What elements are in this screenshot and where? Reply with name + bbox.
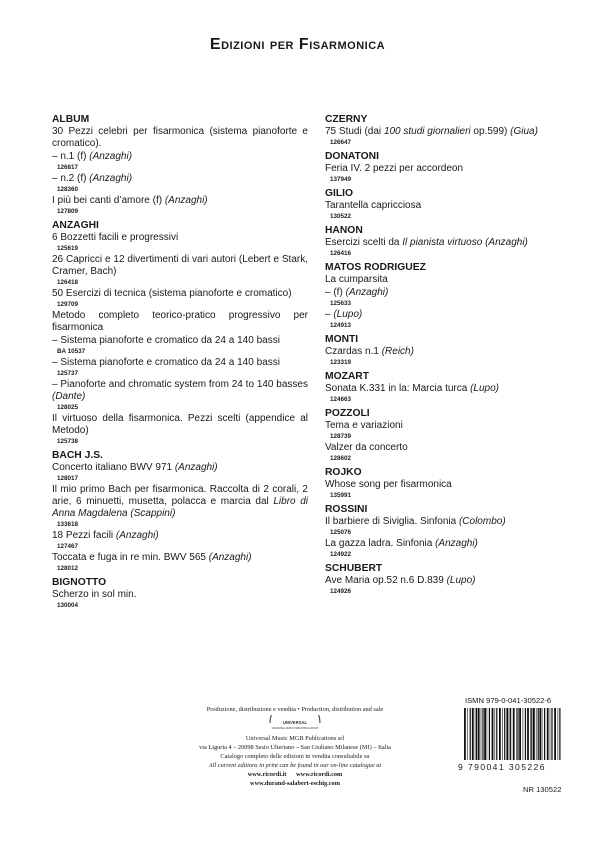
catalog-code: 126416 [330,250,352,257]
entry-title: Il virtuoso della fisarmonica. Pezzi scelti (appendice al Metodo) [52,413,308,436]
catalog-entry [52,151,308,172]
link-ricordi-com[interactable]: www.ricordi.com [296,771,343,778]
entry-title: – Sistema pianoforte e cromatico da 24 a 140 bassi [52,335,280,346]
catalog-code: 126647 [330,139,352,146]
catalog-code: 124922 [330,551,352,558]
catalog-entry [52,126,308,150]
entry-title: Il barbiere di Siviglia. Sinfonia (Colombo) [325,516,506,527]
page-title: Edizioni per Fisarmonica [209,36,386,53]
catalog-code: 125633 [330,300,352,307]
catalog-entry [52,589,308,610]
catalog-code: 123319 [330,359,352,366]
catalog-code: 128012 [57,565,79,572]
entry-title: La cumparsita [325,274,388,285]
catalog-code: 128017 [57,475,79,482]
catalog-entry [52,195,308,216]
catalog-entry [52,357,308,378]
composer-section [325,333,543,367]
catalog-code: 135991 [330,492,352,499]
catalog-number: NR 130522 [523,785,562,794]
catalog-entry [325,538,543,559]
catalog-entry [52,462,308,483]
catalog-code: 128025 [57,404,79,411]
catalog-entry [325,420,543,441]
publisher-address: via Liguria 4 – 20098 Sesto Ulteriano – San Giuliano Milanese (MI) – Italia [199,744,391,751]
catalogue-note-en: All current editions in print can be found in our on-line catalogue at [208,762,382,769]
composer-section [325,503,543,559]
publisher-footer [150,705,440,788]
catalog-left-column [52,110,308,613]
catalog-code: 127809 [57,208,79,215]
catalog-code: 126418 [57,279,79,286]
catalog-right-column [325,110,543,599]
entry-title: I più bei canti d’amore (f) (Anzaghi) [52,195,208,206]
catalog-entry [325,383,543,404]
composer-section [52,576,308,610]
catalog-entry [325,575,543,596]
ismn-number: ISMN 979-0-041-30522-6 [465,696,552,705]
composer-section [325,562,543,596]
catalog-code: 129709 [57,301,79,308]
publisher-name: Universal Music MGB Publications srl [245,735,345,742]
catalogue-note-it: Catalogo completo delle edizioni in vendita consultabile su [220,753,370,760]
entry-title: – Pianoforte and chromatic system from 24 to 140 basses (Dante) [52,379,308,402]
composer-section [325,370,543,404]
entry-title: Valzer da concerto [325,442,408,453]
entry-title: – (f) (Anzaghi) [325,287,389,298]
catalog-code: 125076 [330,529,352,536]
composer-section [325,261,543,330]
composer-heading: BACH J.S. [52,450,103,461]
catalog-entry [325,442,543,463]
composer-heading: SCHUBERT [325,563,383,574]
entry-title: – n.1 (f) (Anzaghi) [52,151,133,162]
composer-section [325,150,543,184]
composer-heading: ALBUM [52,114,90,125]
logo-wordmark: UNIVERSAL [282,720,308,725]
catalog-entry [325,516,543,537]
catalog-entry [325,346,543,367]
entry-title: – n.2 (f) (Anzaghi) [52,173,133,184]
entry-title: Metodo completo teorico-pratico progressivo per fisarmonica [52,310,308,333]
entry-title: 50 Esercizi di tecnica (sistema pianoforte e cromatico) [52,288,292,299]
entry-title: 18 Pezzi facili (Anzaghi) [52,530,159,541]
catalog-code: 130522 [330,213,352,220]
composer-section [325,113,543,147]
catalog-entry [325,479,543,500]
catalog-entry [325,237,543,258]
logo-subtitle: UNIVERSAL MUSIC PUBLISHING GROUP [271,727,319,730]
catalog-entry [52,232,308,253]
entry-title: 6 Bozzetti facili e progressivi [52,232,179,243]
catalog-entry [325,309,543,330]
composer-section [52,449,308,573]
entry-title: Whose song per fisarmonica [325,479,452,490]
composer-section [325,466,543,500]
catalog-code: 125619 [57,245,79,252]
catalog-code: 128602 [330,455,352,462]
catalog-entry [325,274,543,286]
composer-heading: MOZART [325,371,370,382]
composer-heading: BIGNOTTO [52,577,107,588]
entry-title: Feria IV. 2 pezzi per accordeon [325,163,464,174]
catalog-entry [52,335,308,356]
entry-title: Il mio primo Bach per fisarmonica. Raccolta di 2 corali, 2 arie, 6 minuetti, musetta, polacca e marcia dal Libro di Anna Magdalena (Scappini) [52,484,308,519]
catalog-entry [325,163,543,184]
catalog-code: BA 10537 [57,348,86,355]
entry-title: Scherzo in sol min. [52,589,137,600]
catalog-code: 124663 [330,396,352,403]
production-line: Produzione, distribuzione e vendita • Production, distribution and sale [206,706,384,713]
composer-heading: ROJKO [325,467,362,478]
composer-section [325,224,543,258]
entry-title: 30 Pezzi celebri per fisarmonica (sistema pianoforte e cromatico). [52,126,308,149]
composer-heading: CZERNY [325,114,368,125]
composer-heading: POZZOLI [325,408,370,419]
entry-title: Toccata e fuga in re min. BWV 565 (Anzaghi) [52,552,252,563]
catalog-code: 124913 [330,322,352,329]
catalog-entry [52,484,308,529]
entry-title: Esercizi scelti da Il pianista virtuoso (Anzaghi) [325,237,528,248]
catalog-entry [52,413,308,446]
entry-title: Concerto italiano BWV 971 (Anzaghi) [52,462,218,473]
catalog-entry [325,287,543,308]
catalog-code: 126817 [57,164,79,171]
entry-title: Tema e variazioni [325,420,403,431]
catalog-entry [325,200,543,221]
composer-heading: MATOS RODRIGUEZ [325,262,426,273]
catalog-entry [52,552,308,573]
composer-heading: MONTI [325,334,359,345]
composer-heading: ROSSINI [325,504,368,515]
catalog-code: 137949 [330,176,352,183]
composer-heading: DONATONI [325,151,379,162]
composer-section [52,219,308,446]
entry-title: – (Lupo) [325,309,363,320]
catalog-code: 124926 [330,588,352,595]
entry-title: 26 Capricci e 12 divertimenti di vari autori (Lebert e Stark, Cramer, Bach) [52,254,308,277]
catalog-code: 130004 [57,602,79,609]
entry-title: Sonata K.331 in la: Marcia turca (Lupo) [325,383,499,394]
composer-section [325,407,543,463]
catalog-code: 128739 [330,433,352,440]
catalog-entry [52,173,308,194]
catalog-entry [325,126,543,147]
barcode-icon [462,708,562,760]
catalog-code: 127467 [57,543,79,550]
catalog-code: 125737 [57,370,79,377]
composer-heading: ANZAGHI [52,220,99,231]
entry-title: 75 Studi (dai 100 studi giornalieri op.599) (Giua) [325,126,538,137]
entry-title: Tarantella capricciosa [325,200,422,211]
catalog-code: 128360 [57,186,79,193]
entry-title: La gazza ladra. Sinfonia (Anzaghi) [325,538,478,549]
catalog-code: 125738 [57,438,79,445]
catalog-code: 133618 [57,521,79,528]
composer-section [325,187,543,221]
composer-section [52,113,308,216]
universal-logo-icon [266,715,324,731]
entry-title: Ave Maria op.52 n.6 D.839 (Lupo) [325,575,476,586]
barcode-digits: 9 790041 305226 [458,762,546,772]
composer-heading: GILIO [325,188,354,199]
link-ricordi-it[interactable]: www.ricordi.it [247,771,287,778]
catalog-entry [52,379,308,412]
composer-heading: HANON [325,225,363,236]
catalog-entry [52,288,308,309]
link-durand[interactable]: www.durand-salabert-eschig.com [250,780,340,787]
catalog-entry [52,254,308,287]
catalog-entry [52,530,308,551]
entry-title: Czardas n.1 (Reich) [325,346,414,357]
catalog-entry [52,310,308,334]
entry-title: – Sistema pianoforte e cromatico da 24 a 140 bassi [52,357,280,368]
